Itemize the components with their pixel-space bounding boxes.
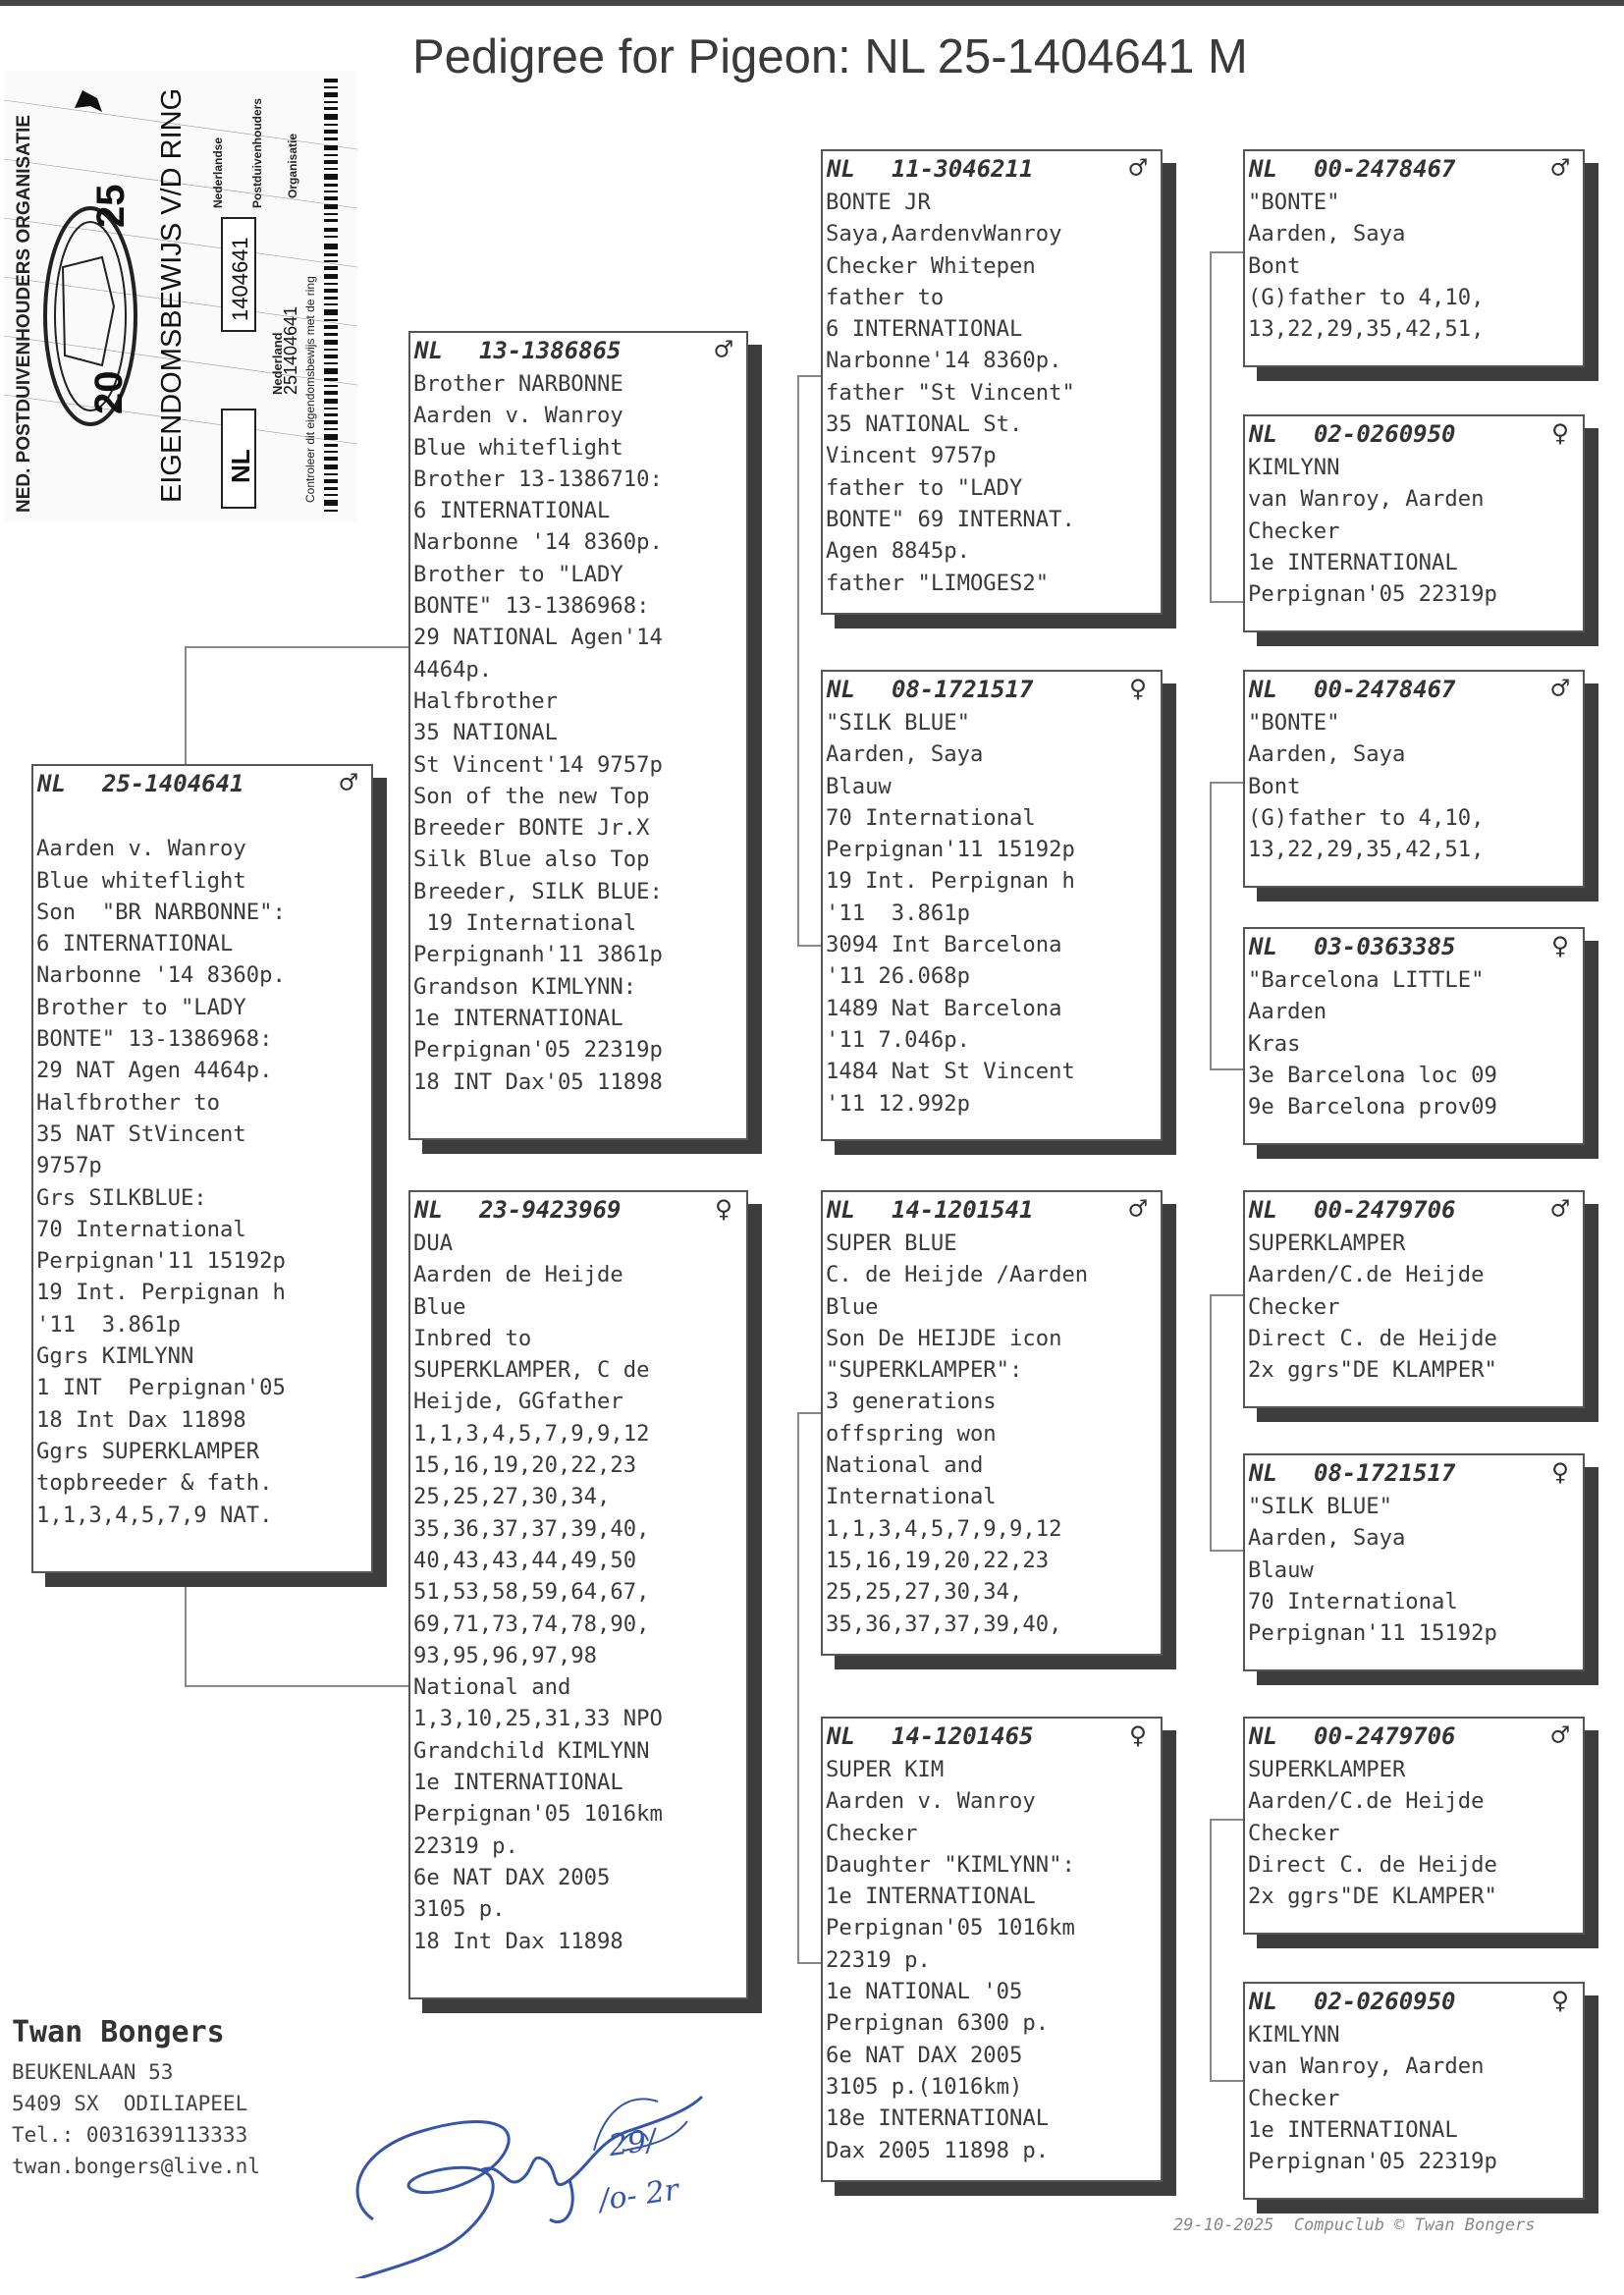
card-line: 51,53,58,59,64,67,	[413, 1579, 650, 1606]
country-code: NL	[1249, 155, 1277, 183]
card-line: St Vincent'14 9757p	[413, 751, 663, 778]
card-line: Aarden v. Wanroy	[413, 403, 623, 429]
card-line: 18 Int Dax 11898	[36, 1406, 246, 1433]
card-line: 19 Int. Perpignan h	[36, 1280, 286, 1306]
card-header	[823, 672, 1161, 707]
sex-icon: ♂	[339, 766, 357, 800]
country-code: NL	[827, 1196, 855, 1224]
barcode-number: 251404641	[281, 305, 300, 395]
connector	[1210, 251, 1212, 603]
sex-icon: ♂	[1550, 672, 1569, 706]
card-line: 13,22,29,35,42,51,	[1248, 316, 1485, 343]
country-code: NL	[414, 1196, 443, 1224]
card-line: (G)father to 4,10,	[1248, 284, 1485, 310]
card-line: Perpignan'05 22319p	[1248, 2149, 1497, 2175]
card-line: National and	[413, 1674, 571, 1701]
card-line: Blue whiteflight	[413, 434, 623, 461]
card-line: 70 International	[826, 804, 1036, 831]
card-line: 22319 p.	[413, 1832, 518, 1859]
card-line: SUPERKLAMPER, C de	[413, 1357, 650, 1384]
sex-icon: ♀	[714, 1192, 732, 1227]
sex-icon: ♀	[1128, 1719, 1147, 1753]
top-border	[0, 0, 1624, 6]
card-line: 25,25,27,30,34,	[826, 1579, 1023, 1606]
card-line: Aarden/C.de Heijde	[1248, 1788, 1485, 1815]
pigeon-card[interactable]	[821, 149, 1163, 615]
card-line: "Barcelona LITTLE"	[1248, 967, 1485, 993]
connector	[797, 1412, 821, 1414]
card-line: Aarden, Saya	[1248, 221, 1406, 247]
card-line: 1 INT Perpignan'05	[36, 1375, 286, 1401]
card-header	[1245, 1984, 1583, 2019]
card-line: 1484 Nat St Vincent	[826, 1059, 1075, 1085]
country-code-text: NL	[226, 449, 255, 483]
pigeon-card[interactable]	[1243, 1190, 1585, 1408]
card-line	[33, 801, 371, 833]
owner-name: Twan Bongers	[12, 2015, 225, 2049]
check-note-text: Controleer dit eigendomsbewijs met de ring	[303, 276, 317, 503]
card-line: 1e NATIONAL '05	[826, 1979, 1023, 2005]
card-line: '11 7.046p.	[826, 1026, 970, 1053]
card-line: SUPERKLAMPER	[1248, 1757, 1406, 1782]
card-line: father "St Vincent"	[826, 379, 1075, 406]
sex-icon: ♂	[1550, 151, 1569, 186]
card-line: "BONTE"	[1248, 190, 1340, 215]
card-header	[1245, 1455, 1583, 1491]
country-code: NL	[414, 337, 443, 364]
connector	[1210, 251, 1243, 253]
card-line: 2x ggrs"DE KLAMPER"	[1248, 1357, 1497, 1384]
card-line: van Wanroy, Aarden	[1248, 2053, 1485, 2080]
card-header	[33, 766, 371, 801]
card-line: 93,95,96,97,98	[413, 1642, 598, 1668]
card-line: offspring won	[826, 1420, 997, 1447]
card-line: Blauw	[1248, 1557, 1314, 1583]
card-line: KIMLYNN	[1248, 455, 1340, 480]
ring-number: 14-1201465	[892, 1722, 1034, 1750]
card-line: "BONTE"	[1248, 710, 1340, 736]
card-line: Perpignan'05 22319p	[413, 1037, 663, 1064]
card-line: Blauw	[826, 773, 892, 799]
card-line: Blue	[413, 1293, 466, 1320]
country-code: NL	[1249, 420, 1277, 448]
card-line: Narbonne'14 8360p.	[826, 348, 1062, 374]
signature-date-line1: 29/	[606, 2122, 659, 2164]
card-line: 6e NAT DAX 2005	[413, 1864, 611, 1890]
sex-icon: ♂	[1550, 1192, 1569, 1227]
certificate-title-text: EIGENDOMSBEWIJS V/D RING	[156, 87, 188, 503]
connector	[185, 646, 187, 776]
card-line: Aarden v. Wanroy	[36, 836, 246, 862]
card-header	[1245, 1719, 1583, 1754]
connector	[797, 1412, 799, 1964]
card-line: C. de Heijde /Aarden	[826, 1262, 1089, 1288]
country-code: NL	[827, 676, 855, 703]
card-line: 15,16,19,20,22,23	[826, 1547, 1050, 1573]
pigeon-card[interactable]	[1243, 927, 1585, 1145]
card-header	[1245, 672, 1583, 707]
pigeon-card[interactable]	[1243, 414, 1585, 632]
connector	[797, 375, 799, 642]
card-line: Perpignan'11 15192p	[1248, 1620, 1497, 1647]
connector	[1210, 2080, 1243, 2082]
ring-number: 03-0363385	[1314, 933, 1456, 960]
card-line: Silk Blue also Top	[413, 847, 650, 873]
ring-number: 00-2478467	[1314, 676, 1456, 703]
card-line: SUPER KIM	[826, 1757, 945, 1782]
card-line: 1e INTERNATIONAL	[413, 1005, 623, 1031]
card-line: Kras	[1248, 1030, 1301, 1057]
card-line: father "LIMOGES2"	[826, 570, 1050, 596]
card-line: 35 NAT StVincent	[36, 1120, 246, 1147]
card-line: Checker	[1248, 518, 1340, 544]
card-line: Dax 2005 11898 p.	[826, 2137, 1050, 2163]
card-line: Bont	[1248, 773, 1301, 799]
card-line: 18e INTERNATIONAL	[826, 2105, 1050, 2132]
card-line: 25,25,27,30,34,	[413, 1484, 611, 1510]
card-line: Aarden, Saya	[1248, 1525, 1406, 1552]
ring-number: 02-0260950	[1314, 1988, 1456, 2015]
owner-city: 5409 SX ODILIAPEEL	[12, 2092, 248, 2115]
card-header	[1245, 929, 1583, 964]
sex-icon: ♂	[1128, 1192, 1147, 1227]
card-line: Blue whiteflight	[36, 867, 246, 894]
card-header	[823, 151, 1161, 187]
country-code: NL	[1249, 1988, 1277, 2015]
card-line: Daughter "KIMLYNN":	[826, 1851, 1075, 1878]
owner-phone: Tel.: 0031639113333	[12, 2123, 248, 2147]
card-line: 1e INTERNATIONAL	[826, 1884, 1036, 1910]
card-header	[1245, 151, 1583, 187]
card-line: 19 International	[413, 910, 637, 937]
country-code: NL	[1249, 933, 1277, 960]
card-line: 1,3,10,25,31,33 NPO	[413, 1706, 663, 1732]
card-line: SUPER BLUE	[826, 1230, 957, 1256]
card-line: Perpignan 6300 p.	[826, 2010, 1050, 2037]
sex-icon: ♂	[1550, 1719, 1569, 1753]
year-prefix-text: 20	[87, 370, 131, 414]
card-line: 3e Barcelona loc 09	[1248, 1062, 1497, 1088]
ring-number: 11-3046211	[892, 155, 1034, 183]
pigeon-card[interactable]	[821, 1717, 1163, 2182]
pigeon-card[interactable]	[1243, 670, 1585, 888]
card-line: topbreeder & fath.	[36, 1470, 273, 1497]
card-line: Ggrs KIMLYNN	[36, 1343, 194, 1370]
card-line: BONTE" 69 INTERNAT.	[826, 506, 1075, 532]
connector	[797, 945, 821, 947]
card-line: 4464p.	[413, 656, 493, 683]
signature-date-line2: /o- 2r	[596, 2172, 681, 2218]
card-line: 40,43,43,44,49,50	[413, 1547, 637, 1573]
card-line: International	[826, 1484, 997, 1510]
card-line: Perpignan'05 1016km	[413, 1801, 663, 1828]
card-line: Grs SILKBLUE:	[36, 1184, 207, 1211]
card-line: Halfbrother	[413, 687, 558, 714]
card-line: 1e INTERNATIONAL	[1248, 2116, 1458, 2143]
ring-certificate-graphic	[4, 71, 357, 522]
card-line: 1e INTERNATIONAL	[413, 1770, 623, 1796]
card-line: 35 NATIONAL St.	[826, 411, 1023, 438]
card-line: Direct C. de Heijde	[1248, 1851, 1497, 1878]
card-line: BONTE" 13-1386968:	[36, 1026, 273, 1053]
sex-icon: ♀	[1550, 1455, 1569, 1490]
card-header	[1245, 416, 1583, 452]
card-line: 19 Int. Perpignan h	[826, 868, 1075, 895]
sex-icon: ♀	[1550, 929, 1569, 963]
pigeon-card[interactable]	[821, 670, 1163, 1141]
card-line: Son De HEIJDE icon	[826, 1325, 1062, 1351]
card-line: 6 INTERNATIONAL	[826, 316, 1023, 343]
card-line: Grandson KIMLYNN:	[413, 973, 637, 1000]
card-line: 35,36,37,37,39,40,	[413, 1515, 650, 1542]
card-line: 15,16,19,20,22,23	[413, 1452, 637, 1479]
pigeon-card[interactable]	[408, 331, 748, 1140]
card-line: 70 International	[36, 1216, 246, 1242]
card-line: Grandchild KIMLYNN	[413, 1737, 650, 1764]
card-line: Brother NARBONNE	[413, 371, 623, 397]
card-line: father to	[826, 284, 945, 310]
card-line: Perpignan'05 22319p	[1248, 581, 1497, 608]
card-line: 29 NAT Agen 4464p.	[36, 1058, 273, 1084]
card-line: 6e NAT DAX 2005	[826, 2042, 1023, 2068]
card-line: Aarden, Saya	[826, 741, 984, 768]
country-code: NL	[827, 1722, 855, 1750]
card-line: Vincent 9757p	[826, 443, 997, 469]
card-line: Agen 8845p.	[826, 538, 970, 565]
card-line: Brother to "LADY	[36, 994, 246, 1020]
owner-address: BEUKENLAAN 53	[12, 2060, 174, 2084]
card-line: 29 NATIONAL Agen'14	[413, 625, 663, 651]
sex-icon: ♀	[1128, 672, 1147, 706]
ring-number: 13-1386865	[479, 337, 622, 364]
ring-number: 00-2478467	[1314, 155, 1456, 183]
card-line: 9e Barcelona prov09	[1248, 1094, 1497, 1120]
card-line: Brother 13-1386710:	[413, 465, 663, 492]
ring-number: 00-2479706	[1314, 1722, 1456, 1750]
card-line: "SUPERKLAMPER":	[826, 1357, 1023, 1384]
pigeon-card[interactable]	[1243, 1982, 1585, 2200]
card-line: Direct C. de Heijde	[1248, 1325, 1497, 1351]
card-line: 70 International	[1248, 1588, 1458, 1614]
card-line: 13,22,29,35,42,51,	[1248, 837, 1485, 863]
card-header	[410, 1192, 746, 1228]
country-code: NL	[1249, 676, 1277, 703]
ring-number: 25-1404641	[102, 770, 244, 797]
page-title: Pedigree for Pigeon: NL 25-1404641 M	[412, 30, 1248, 83]
sex-icon: ♂	[714, 333, 732, 367]
card-line: 6 INTERNATIONAL	[413, 498, 611, 524]
card-line: Aarden de Heijde	[413, 1262, 623, 1288]
pigeon-card[interactable]	[821, 1190, 1163, 1656]
card-line: 35,36,37,37,39,40,	[826, 1611, 1062, 1637]
connector	[1210, 782, 1243, 784]
card-line: 3105 p.	[413, 1896, 506, 1923]
card-line: Ggrs SUPERKLAMPER	[36, 1438, 260, 1464]
country-name-text: Nederland	[270, 332, 285, 395]
pigeon-card[interactable]	[408, 1190, 748, 1999]
card-line: '11 12.992p	[826, 1090, 970, 1117]
ring-number: 08-1721517	[892, 676, 1034, 703]
handwritten-signature	[334, 2052, 776, 2278]
card-line: Perpignanh'11 3861p	[413, 942, 663, 968]
connector	[1210, 601, 1243, 603]
connector	[797, 1962, 821, 1964]
card-line: Saya,AardenvWanroy	[826, 221, 1062, 247]
card-line: '11 26.068p	[826, 963, 970, 990]
footer-text: 29-10-2025 Compuclub © Twan Bongers	[1173, 2215, 1536, 2235]
card-line: 1,1,3,4,5,7,9,9,12	[413, 1420, 650, 1447]
card-header	[823, 1719, 1161, 1754]
card-line: father to "LADY	[826, 474, 1023, 501]
connector	[1210, 1550, 1243, 1552]
card-line: DUA	[413, 1230, 454, 1256]
card-line: '11 3.861p	[36, 1311, 181, 1338]
ring-number: 02-0260950	[1314, 420, 1456, 448]
npo-organisatie-text: Organisatie	[286, 133, 299, 198]
card-header	[823, 1192, 1161, 1228]
card-line: 69,71,73,74,78,90,	[413, 1611, 650, 1637]
card-line: 1,1,3,4,5,7,9,9,12	[826, 1515, 1062, 1542]
card-line: 3094 Int Barcelona	[826, 932, 1062, 958]
card-line: 35 NATIONAL	[413, 720, 558, 746]
card-line: 22319 p.	[826, 1946, 931, 1973]
card-line: Checker	[826, 1820, 918, 1846]
card-line: Aarden/C.de Heijde	[1248, 1262, 1485, 1288]
card-line: National and	[826, 1452, 984, 1479]
card-line: Perpignan'05 1016km	[826, 1915, 1075, 1941]
card-line: Aarden	[1248, 999, 1327, 1025]
ring-number: 08-1721517	[1314, 1459, 1456, 1487]
card-line: Brother to "LADY	[413, 561, 623, 587]
connector	[1210, 782, 1212, 1070]
owner-email: twan.bongers@live.nl	[12, 2155, 260, 2178]
card-line: Breeder, SILK BLUE:	[413, 878, 663, 904]
card-line: Inbred to	[413, 1325, 532, 1351]
card-line: Checker	[1248, 1820, 1340, 1846]
card-line: 6 INTERNATIONAL	[36, 931, 234, 957]
connector	[1210, 1294, 1243, 1296]
ring-number: 00-2479706	[1314, 1196, 1456, 1224]
card-line: BONTE JR	[826, 190, 931, 215]
card-line: KIMLYNN	[1248, 2022, 1340, 2048]
card-header	[410, 333, 746, 368]
card-line: Narbonne '14 8360p.	[36, 962, 286, 989]
ring-certificate	[4, 71, 357, 522]
card-line: "SILK BLUE"	[826, 710, 970, 736]
connector	[797, 375, 821, 377]
card-line: Aarden, Saya	[1248, 741, 1406, 768]
card-line: 18 INT Dax'05 11898	[413, 1068, 663, 1095]
country-code: NL	[1249, 1459, 1277, 1487]
card-line: 1e INTERNATIONAL	[1248, 549, 1458, 575]
card-line: 1,1,3,4,5,7,9 NAT.	[36, 1502, 273, 1528]
npo-postduivenhouders-text: Postduivenhouders	[250, 97, 264, 208]
sex-icon: ♀	[1550, 416, 1569, 451]
pigeon-card[interactable]	[1243, 1717, 1585, 1935]
connector	[1210, 1819, 1243, 1821]
card-line: 3 generations	[826, 1389, 997, 1415]
card-line: Narbonne '14 8360p.	[413, 529, 663, 556]
country-code: NL	[1249, 1722, 1277, 1750]
connector	[185, 1685, 408, 1687]
card-line: Checker Whitepen	[826, 252, 1036, 279]
card-line: 3105 p.(1016km)	[826, 2073, 1023, 2100]
country-code: NL	[827, 155, 855, 183]
card-line: Breeder BONTE Jr.X	[413, 815, 650, 842]
card-line: BONTE" 13-1386968:	[413, 593, 650, 620]
card-line: Perpignan'11 15192p	[826, 837, 1075, 863]
card-line: Aarden v. Wanroy	[826, 1788, 1036, 1815]
card-line: Son "BR NARBONNE":	[36, 899, 286, 925]
connector	[1210, 1294, 1212, 1552]
sex-icon: ♂	[1128, 151, 1147, 186]
card-line: Bont	[1248, 252, 1301, 279]
card-line: 9757p	[36, 1153, 102, 1179]
connector	[1210, 1819, 1212, 2082]
card-line: Checker	[1248, 2085, 1340, 2111]
card-line: 18 Int Dax 11898	[413, 1928, 623, 1954]
card-line: '11 3.861p	[826, 900, 970, 926]
connector	[797, 642, 799, 947]
card-line: Heijde, GGfather	[413, 1389, 623, 1415]
country-code: NL	[1249, 1196, 1277, 1224]
card-line: 2x ggrs"DE KLAMPER"	[1248, 1884, 1497, 1910]
sex-icon: ♀	[1550, 1984, 1569, 2018]
year-text: 25	[89, 184, 133, 228]
card-line: van Wanroy, Aarden	[1248, 486, 1485, 513]
pigeon-card[interactable]	[1243, 1453, 1585, 1671]
npo-nederlandse-text: Nederlandse	[211, 137, 225, 208]
pigeon-card[interactable]	[1243, 149, 1585, 367]
card-line: Son of the new Top	[413, 783, 650, 809]
card-line: "SILK BLUE"	[1248, 1494, 1392, 1519]
pigeon-card[interactable]	[31, 764, 373, 1573]
card-header	[1245, 1192, 1583, 1228]
ring-number-text: 1404641	[228, 237, 252, 321]
connector	[185, 1573, 187, 1687]
country-code: NL	[37, 770, 66, 797]
ring-number: 23-9423969	[479, 1196, 622, 1224]
card-line: SUPERKLAMPER	[1248, 1230, 1406, 1256]
card-line: (G)father to 4,10,	[1248, 804, 1485, 831]
card-line: Perpignan'11 15192p	[36, 1248, 286, 1275]
card-line: 1489 Nat Barcelona	[826, 995, 1062, 1021]
card-line: Blue	[826, 1293, 879, 1320]
card-line: Checker	[1248, 1293, 1340, 1320]
connector	[185, 646, 408, 648]
organisation-text: NED. POSTDUIVENHOUDERS ORGANISATIE	[14, 114, 34, 513]
connector	[1210, 1068, 1243, 1070]
card-line: Halfbrother to	[36, 1089, 221, 1116]
ring-number: 14-1201541	[892, 1196, 1034, 1224]
